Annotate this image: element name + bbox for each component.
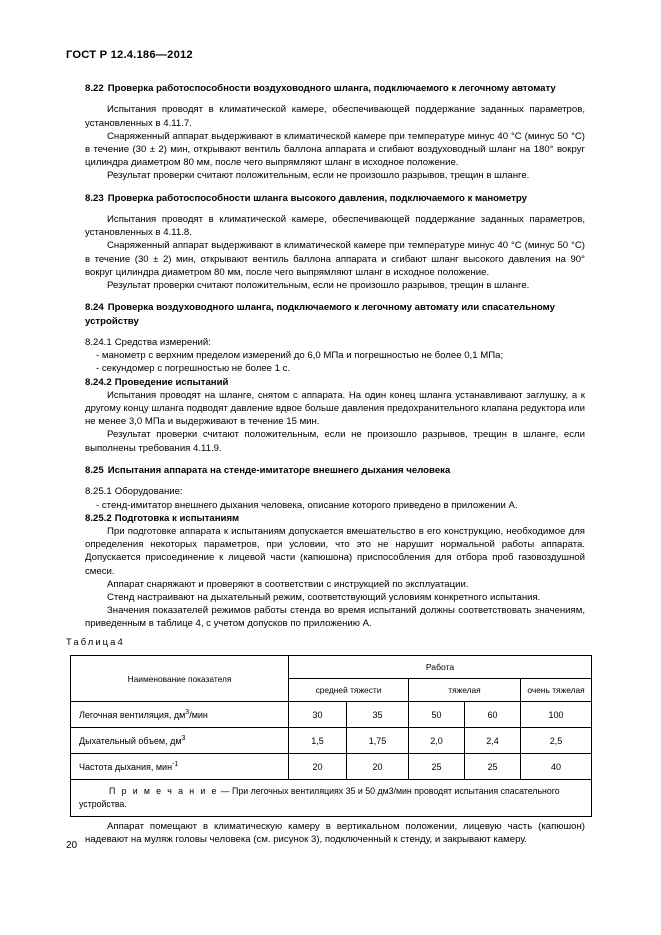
paragraph-8-23-2: Снаряженный аппарат выдерживают в климатической камере при температуре минус 40 °С (минус 50 °С) в течение (30 ± 2) мин, открывают вентиль баллона аппарата и сгибают шланг высокого давления на 90° вокруг цилиндра диаметром 80 мм, после чего выпрямляют шланг в исходное положение. (85, 240, 585, 278)
section-title-8-24: Проверка воздуховодного шланга, подключаемого к легочному автомату или спасательному устройству (85, 302, 555, 327)
cell-value: 25 (465, 754, 521, 780)
table-caption-label: Таблица (66, 636, 118, 647)
row-label-superscript: 3 (185, 708, 190, 716)
section-heading-8-22 (85, 82, 585, 95)
spacer (85, 455, 585, 464)
subsection-heading-8-24-2 (85, 376, 585, 389)
subsection-heading-8-25-1 (85, 485, 585, 498)
column-header-indicator: Наименование показателя (71, 656, 289, 702)
row-label-tidal-volume (71, 728, 289, 754)
row-label-superscript: -1 (172, 760, 179, 768)
paragraph-8-25-2-1: При подготовке аппарата к испытаниям допускается вмешательство в его конструкцию, необходимое для определения некоторых параметров, при условии, что это не нарушит нормальной работы аппарата. Допускается присоединение к лицевой части (капюшона) приспособления для отбора проб газовоздушной смеси. (85, 525, 585, 577)
section-heading-8-25 (85, 464, 585, 477)
cell-value: 2,4 (465, 728, 521, 754)
table-note (71, 780, 592, 817)
section-number-8-24: 8.24 (85, 302, 104, 314)
table-note-row (71, 780, 592, 817)
page-number: 20 (66, 840, 78, 851)
subsection-heading-8-24-1 (85, 336, 585, 349)
section-number-8-22: 8.22 (85, 83, 104, 94)
cell-value: 40 (521, 754, 592, 780)
row-label-text: Частота дыхания, мин (79, 761, 173, 772)
subsection-number-8-24-1: 8.24.1 (85, 337, 112, 349)
cell-value: 1,75 (347, 728, 409, 754)
table-note-text: — При легочных вентиляциях 35 и 50 дм3/мин проводят испытания спасательного устройства. (79, 786, 560, 809)
paragraph-8-22-3: Результат проверки считают положительным, если не произошло разрывов, трещин в шланге. (107, 170, 530, 182)
table-row (71, 728, 592, 754)
subsection-heading-8-25-2 (85, 512, 585, 525)
spacer (85, 183, 585, 192)
subsection-title-8-25-1: Оборудование: (114, 486, 183, 498)
paragraph-8-22-1: Испытания проводят в климатической камере, обеспечивающей поддержание заданных параметров, установленных в 4.11.7. (85, 104, 585, 129)
column-header-very-heavy: очень тяжелая (521, 679, 592, 702)
bullet-8-24-1-a: - манометр с верхним пределом измерений до 6,0 МПа и погрешностью не более 0,1 МПа; (96, 350, 504, 362)
spacer (85, 292, 585, 301)
table-caption-number: 4 (117, 636, 123, 647)
bullet-8-25-1-a: - стенд-имитатор внешнего дыхания человека, описание которого приведено в приложении А. (96, 499, 518, 511)
subsection-title-8-24-1: Средства измерений: (114, 337, 211, 349)
subsection-title-8-24-2: Проведение испытаний (114, 376, 229, 388)
row-label-text: Дыхательный объем, дм (79, 735, 182, 746)
paragraph-8-25-2-2: Аппарат снаряжают и проверяют в соответствии с инструкцией по эксплуатации. (107, 578, 469, 590)
table-row (71, 702, 592, 728)
row-label-pulmonary-ventilation (71, 702, 289, 728)
table-4 (70, 655, 592, 817)
cell-value: 2,0 (409, 728, 465, 754)
table-caption (66, 636, 123, 647)
row-label-superscript: 3 (181, 734, 186, 742)
running-head: ГОСТ Р 12.4.186—2012 (66, 49, 193, 61)
paragraph-8-22-2: Снаряженный аппарат выдерживают в климатической камере при температуре минус 40 °С (минус 50 °С) в течение (30 ± 2) мин, открывают вентиль баллона аппарата и сгибают воздуховодный шланг на 180° вокруг цилиндра диаметром 80 мм, после чего выпрямляют шланг в исходное положение. (85, 130, 585, 169)
cell-value: 20 (347, 754, 409, 780)
cell-value: 20 (289, 754, 347, 780)
section-heading-8-23 (85, 192, 585, 205)
column-header-group-work: Работа (289, 656, 592, 679)
column-header-heavy: тяжелая (409, 679, 521, 702)
paragraph-8-24-2-1: Испытания проводят на шланге, снятом с аппарата. На один конец шланга устанавливают заглушку, а к другому концу шланга подводят давление вдвое больше давления предохранительного клапана редуктора или не менее 3,0 МПа и выдерживают в течение 15 мин. (85, 389, 585, 428)
section-title-8-22: Проверка работоспособности воздуховодного шланга, подключаемого к легочному автомату (107, 83, 556, 94)
section-number-8-23: 8.23 (85, 192, 104, 204)
paragraph-8-23-3: Результат проверки считают положительным, если не произошло разрывов, трещин в шланге. (107, 280, 530, 292)
cell-value: 60 (465, 702, 521, 728)
row-label-text: Легочная вентиляция, дм (79, 709, 186, 720)
section-number-8-25: 8.25 (85, 464, 104, 476)
table-note-label: П р и м е ч а н и е (109, 786, 219, 796)
row-label-tail: /мин (189, 709, 208, 720)
row-label-breathing-rate (71, 754, 289, 780)
subsection-number-8-25-1: 8.25.1 (85, 486, 112, 498)
cell-value: 30 (289, 702, 347, 728)
cell-value: 100 (521, 702, 592, 728)
cell-value: 25 (409, 754, 465, 780)
cell-value: 1,5 (289, 728, 347, 754)
closing-paragraph: Аппарат помещают в климатическую камеру в вертикальном положении, лицевую часть (капюшон) надевают на муляж головы человека (см. рисунок 3), подключенный к стенду, и закрывают камеру. (85, 820, 585, 845)
paragraph-8-24-2-2: Результат проверки считают положительным, если не произошло разрывов, трещин в шланге, если выполнены требования 4.11.9. (85, 429, 585, 454)
cell-value: 50 (409, 702, 465, 728)
subsection-title-8-25-2: Подготовка к испытаниям (114, 512, 240, 524)
subsection-number-8-25-2: 8.25.2 (85, 512, 112, 524)
paragraph-8-23-1: Испытания проводят в климатической камере, обеспечивающей поддержание заданных параметров, установленных в 4.11.8. (85, 214, 585, 239)
column-header-medium: средней тяжести (289, 679, 409, 702)
subsection-number-8-24-2: 8.24.2 (85, 376, 112, 388)
paragraph-8-25-2-4: Значения показателей режимов работы стенда во время испытаний должны соответствовать значениям, приведенным в таблице 4, с учетом допусков по приложению А. (85, 605, 585, 630)
cell-value: 35 (347, 702, 409, 728)
table-header-row-1 (71, 656, 592, 679)
table-row (71, 754, 592, 780)
section-title-8-25: Испытания аппарата на стенде-имитаторе внешнего дыхания человека (107, 464, 451, 476)
paragraph-8-25-2-3: Стенд настраивают на дыхательный режим, соответствующий условиям конкретного испытания. (107, 591, 541, 603)
document-body (85, 82, 585, 631)
bullet-8-24-1-b: - секундомер с погрешностью не более 1 с. (96, 363, 291, 375)
cell-value: 2,5 (521, 728, 592, 754)
section-heading-8-24 (85, 301, 585, 328)
section-title-8-23: Проверка работоспособности шланга высокого давления, подключаемого к манометру (107, 192, 527, 204)
